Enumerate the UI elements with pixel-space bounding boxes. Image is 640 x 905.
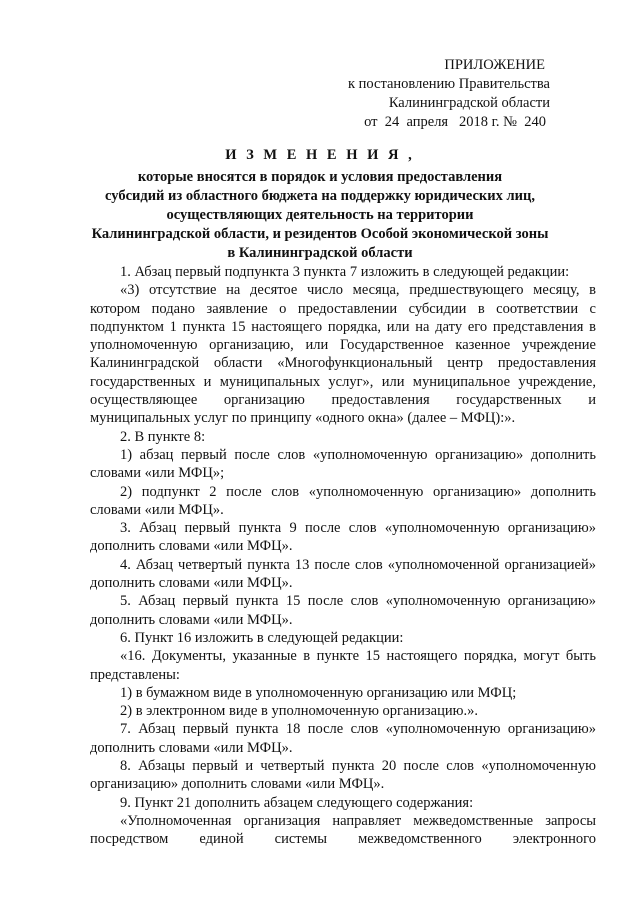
heading-line-1: которые вносятся в порядок и условия предоставления: [137, 169, 503, 185]
document-heading: [60, 146, 580, 263]
paragraph-6: 3. Абзац первый пункта 9 после слов «уполномоченную организацию» дополнить словами «или МФЦ».: [90, 520, 596, 555]
paragraph-12: 2) в электронном виде в уполномоченную организацию.».: [120, 703, 478, 720]
appendix-line-1: к постановлению Правительства: [348, 76, 550, 92]
paragraph-13: 7. Абзац первый пункта 18 после слов «уполномоченную организацию» дополнить словами «или МФЦ».: [90, 721, 596, 756]
paragraph-15: 9. Пункт 21 дополнить абзацем следующего содержания:: [120, 794, 474, 811]
paragraph-11: 1) в бумажном виде в уполномоченную организацию или МФЦ;: [120, 684, 517, 701]
appendix-line-2: Калининградской области: [388, 95, 550, 111]
paragraph-16: «Уполномоченная организация направляет межведомственные запросы посредством единой системы межведомственного электронного: [90, 812, 596, 848]
paragraph-4: 1) абзац первый после слов «уполномоченную организацию» дополнить словами «или МФЦ»;: [90, 446, 596, 482]
heading-line-3: осуществляющих деятельность на территории: [166, 207, 474, 223]
heading-line-2: субсидий из областного бюджета на поддержку юридических лиц,: [105, 188, 535, 204]
paragraph-10: «16. Документы, указанные в пункте 15 настоящего порядка, могут быть представлены:: [90, 648, 596, 683]
paragraph-9: 6. Пункт 16 изложить в следующей редакции:: [120, 629, 404, 646]
paragraph-8: 5. Абзац первый пункта 15 после слов «уполномоченную организацию» дополнить словами «или МФЦ».: [90, 593, 596, 628]
heading-line-4: Калининградской области, и резидентов Особой экономической зоны: [91, 226, 549, 242]
appendix-label: ПРИЛОЖЕНИЕ: [444, 57, 545, 73]
heading-line-5: в Калининградской области: [227, 245, 413, 261]
paragraph-2: «3) отсутствие на десятое число месяца, предшествующего месяцу, в котором подано заявление о предоставлении субсидии в соответствии с подпунктом 1 пункта 15 настоящего порядка, или на дату его представления в уполномоченную организацию, или Государственное казенное учреждение Калининградской области «Многофункциональный центр предоставления государственных и муниципальных услуг», или муниципальное учреждение, осуществляющее организацию предоставления государственных и муниципальных услуг по принципу «одного окна» (далее – МФЦ):».: [90, 282, 596, 427]
appendix-date-number: от 24 апреля 2018 г. № 240: [364, 114, 546, 130]
paragraph-14: 8. Абзацы первый и четвертый пункта 20 после слов «уполномоченную организацию» дополнить словами «или МФЦ».: [90, 758, 596, 793]
paragraph-1: 1. Абзац первый подпункта 3 пункта 7 изложить в следующей редакции:: [120, 264, 570, 280]
paragraph-3: 2. В пункте 8:: [120, 428, 206, 445]
heading-title: И З М Е Н Е Н И Я ,: [225, 147, 415, 163]
appendix-header: [348, 56, 550, 132]
paragraph-7: 4. Абзац четвертый пункта 13 после слов «уполномоченной организацией» дополнить словами «или МФЦ».: [90, 556, 596, 592]
document-body: [90, 263, 596, 849]
paragraph-5: 2) подпункт 2 после слов «уполномоченную организацию» дополнить словами «или МФЦ».: [90, 483, 596, 518]
